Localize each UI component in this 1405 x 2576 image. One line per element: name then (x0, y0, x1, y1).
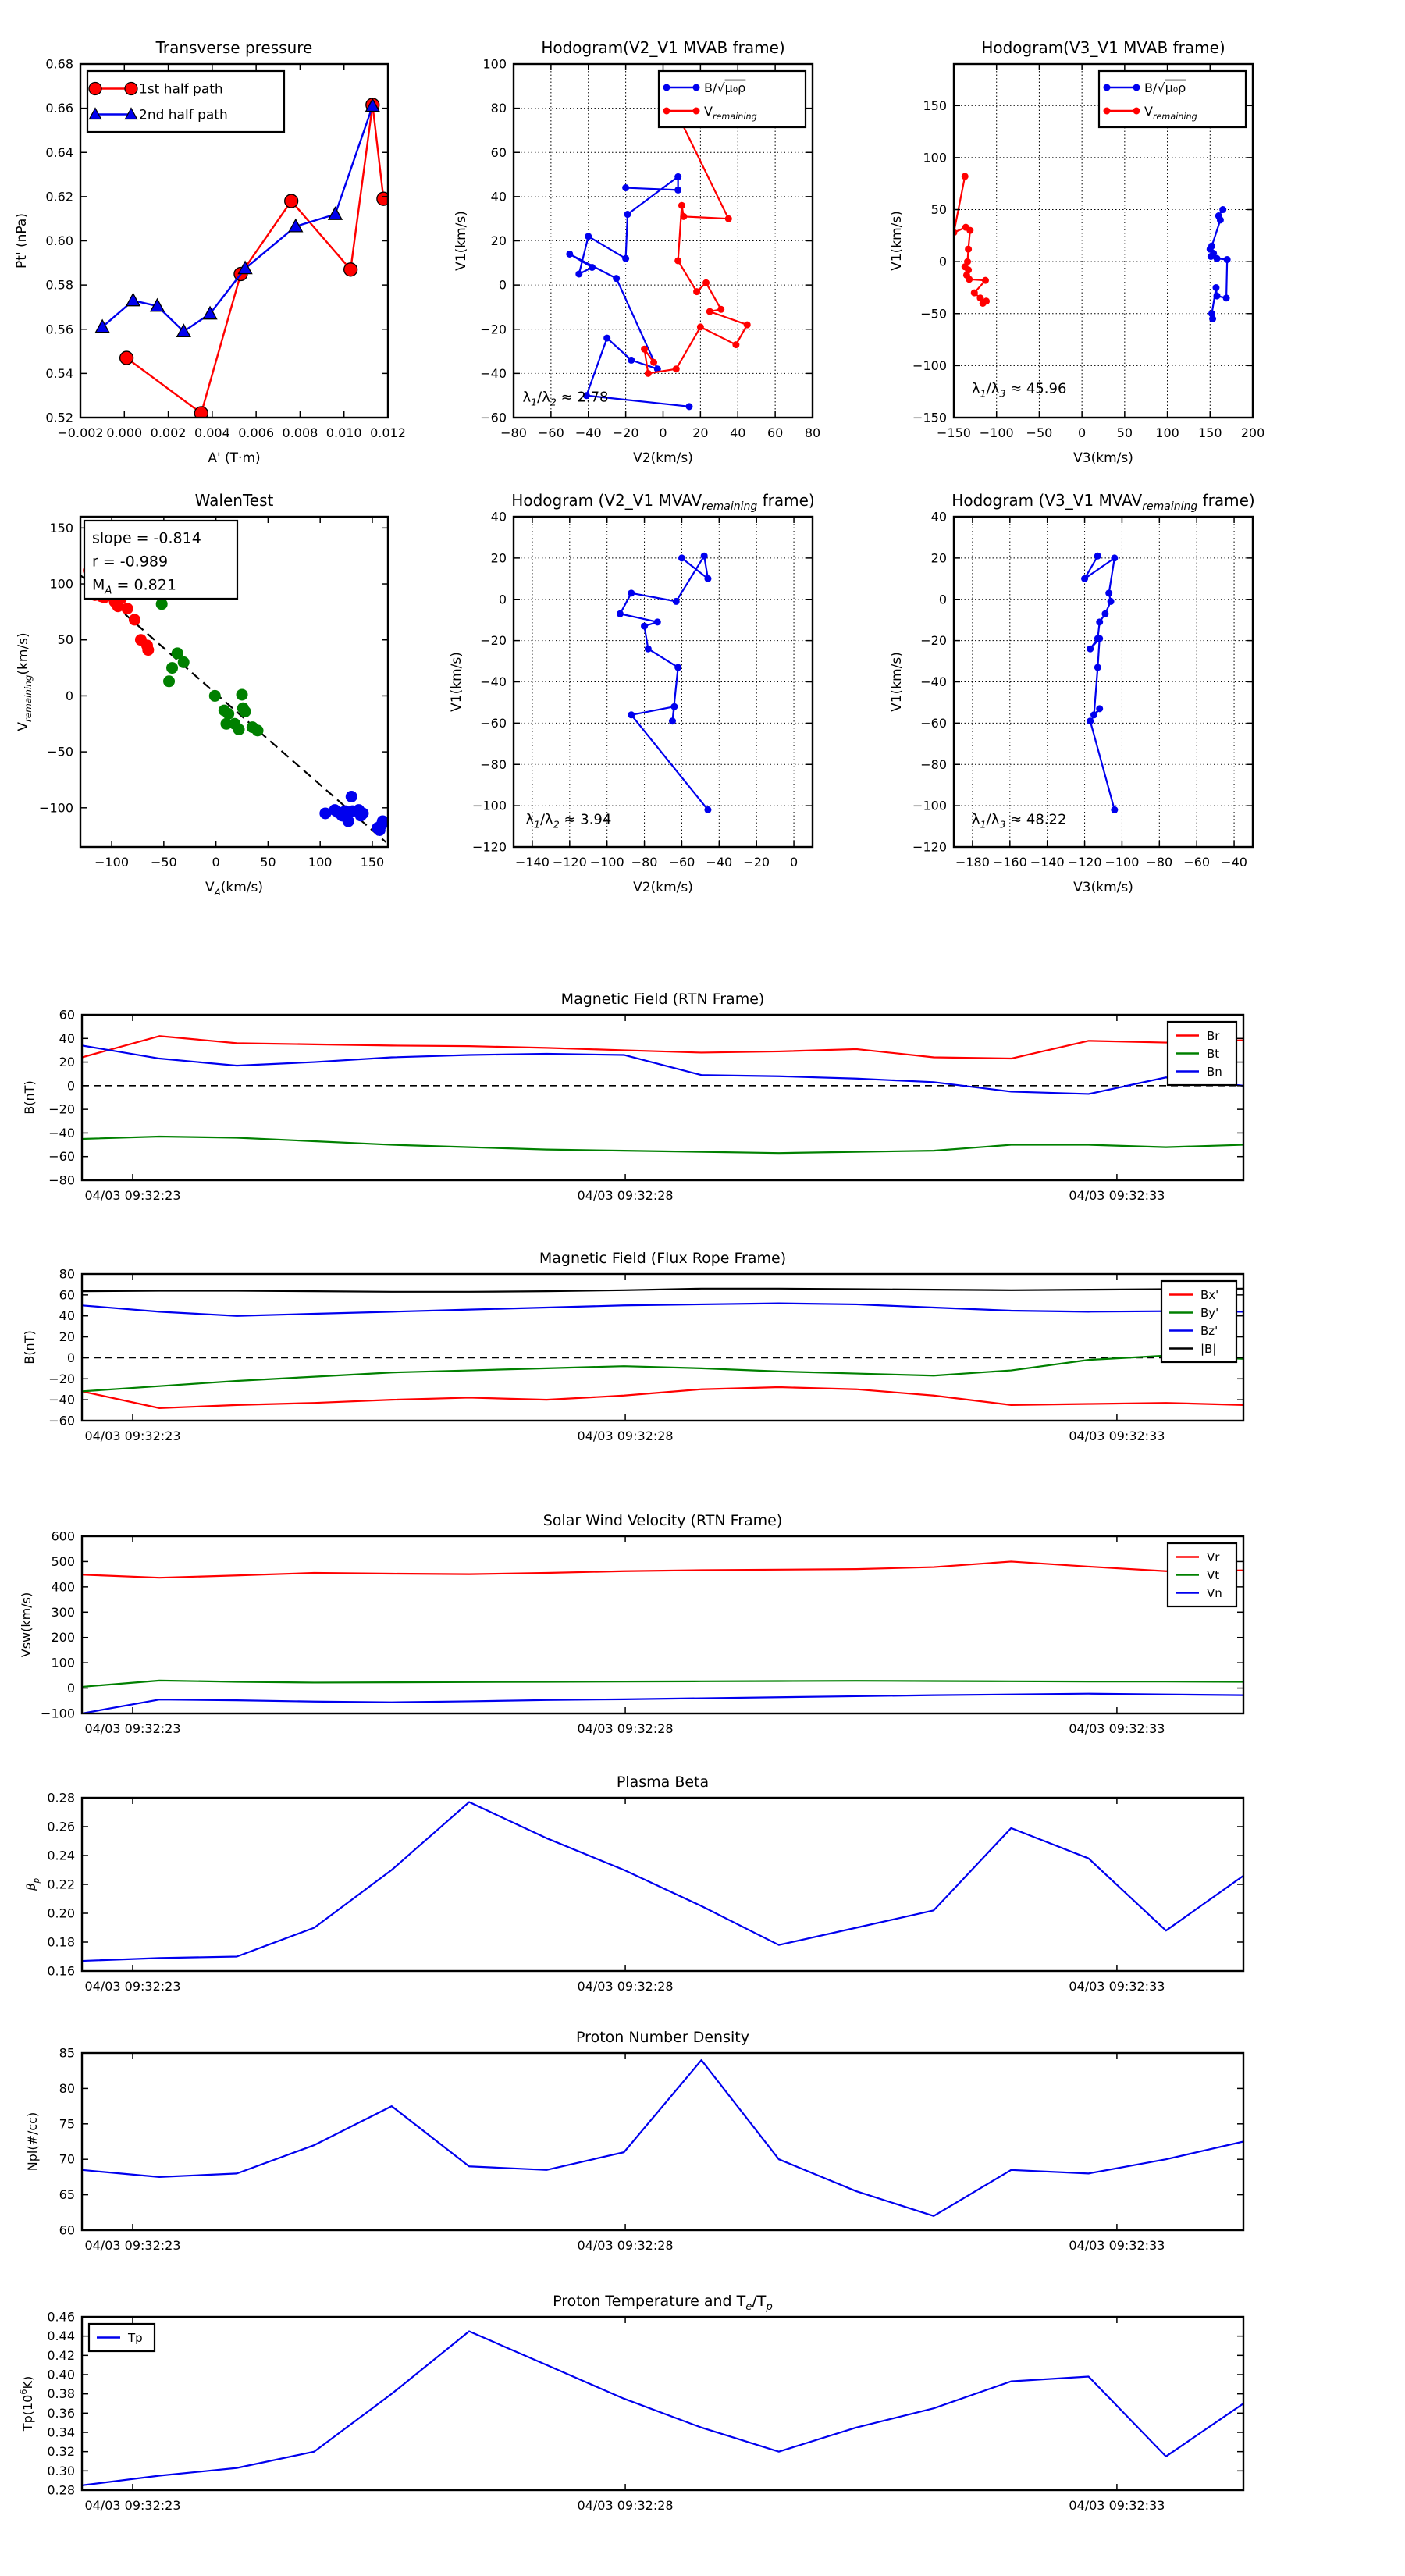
hodogram-v2v1-mvav-annotation: $\lambda_1/\lambda_2 \approx 3.94$ (525, 811, 612, 831)
hodogram-v2v1-mvav-y-tick-label: 40 (490, 509, 507, 525)
proton-density-y-tick-label: 70 (59, 2151, 75, 2167)
plot-mag-fluxrope (22, 1250, 1243, 1443)
transverse-pressure-y-tick-label: 0.52 (45, 410, 73, 425)
proton-density-axes-frame (82, 2053, 1243, 2230)
proton-temp-y-tick-label: 0.28 (47, 2482, 75, 2498)
hodogram-v2v1-mvav-series-V-remaining-hodogram (617, 553, 712, 813)
hodogram-v3v1-mvav-y-tick-label: −20 (920, 633, 947, 649)
walen-test-x-tick-label: 0 (212, 855, 220, 870)
plasma-beta-y-tick-label: 0.22 (47, 1877, 75, 1892)
mag-rtn-x-tick-label: 04/03 09:32:28 (577, 1188, 674, 1203)
mag-fluxrope-series-|B| (82, 1289, 1243, 1292)
hodogram-v2v1-mvab-series-V-remaining (641, 100, 751, 376)
vsw-rtn-x-tick-label: 04/03 09:32:23 (84, 1721, 181, 1736)
hodogram-v2v1-mvab-x-tick-label: 0 (659, 425, 667, 440)
transverse-pressure-x-tick-label: 0.002 (150, 425, 187, 440)
hodogram-v3v1-mvab-title: Hodogram(V3_V1 MVAB frame) (981, 38, 1225, 57)
hodogram-v3v1-mvav-x-tick-label: −140 (1030, 855, 1065, 870)
proton-density-y-tick-label: 60 (59, 2222, 75, 2238)
vsw-rtn-y-tick-label: 400 (51, 1579, 75, 1595)
hodogram-v2v1-mvab-title: Hodogram(V2_V1 MVAB frame) (541, 38, 785, 57)
plasma-beta-y-tick-label: 0.16 (47, 1963, 75, 1979)
hodogram-v3v1-mvav-title: Hodogram (V3_V1 $MVAV_{remaining}$ frame) (951, 491, 1255, 513)
hodogram-v3v1-mvav-x-tick-label: −60 (1183, 855, 1211, 870)
hodogram-v3v1-mvab-x-tick-label: 100 (1155, 425, 1179, 440)
mag-fluxrope-x-tick-label: 04/03 09:32:28 (577, 1429, 674, 1443)
hodogram-v3v1-mvab-x-tick-label: 50 (1116, 425, 1133, 440)
transverse-pressure-y-tick-label: 0.62 (45, 189, 73, 205)
vsw-rtn-y-tick-label: 600 (51, 1528, 75, 1544)
transverse-pressure-x-tick-label: 0.004 (194, 425, 230, 440)
mag-fluxrope-legend-label: Bx' (1200, 1287, 1219, 1302)
proton-temp-x-axis (84, 2317, 1165, 2513)
walen-test-x-tick-label: 100 (308, 855, 333, 870)
hodogram-v3v1-mvav-y-tick-label: −60 (920, 715, 947, 731)
mag-fluxrope-axes-frame (82, 1274, 1243, 1421)
vsw-rtn-y-axis (41, 1529, 1243, 1721)
transverse-pressure-legend (87, 71, 284, 132)
vsw-rtn-y-tick-label: −100 (41, 1706, 75, 1721)
hodogram-v3v1-mvab-y-tick-label: 150 (923, 98, 947, 113)
vsw-rtn-series-Vn (82, 1694, 1243, 1713)
vsw-rtn-x-axis (84, 1536, 1165, 1736)
proton-temp-y-tick-label: 0.42 (47, 2347, 75, 2363)
walen-test-y-tick-label: −50 (47, 744, 73, 760)
mag-rtn-y-tick-label: 20 (59, 1055, 75, 1070)
walen-test-infobox (84, 521, 237, 599)
proton-density-y-tick-label: 75 (59, 2116, 75, 2132)
transverse-pressure-x-tick-label: 0.000 (106, 425, 143, 440)
transverse-pressure-x-tick-label: 0.008 (282, 425, 318, 440)
hodogram-v2v1-mvab-y-tick-label: −40 (480, 365, 507, 381)
transverse-pressure-y-label: Pt' (nPa) (14, 213, 30, 269)
hodogram-v3v1-mvav-x-tick-label: −180 (955, 855, 990, 870)
walen-test-y-tick-label: 50 (57, 632, 73, 648)
proton-density-x-tick-label: 04/03 09:32:23 (84, 2238, 181, 2253)
hodogram-v2v1-mvab-y-tick-label: 40 (490, 189, 507, 205)
plasma-beta-y-axis (47, 1791, 1243, 1979)
proton-density-y-label: Npl(#/cc) (25, 2112, 40, 2172)
hodogram-v2v1-mvav-x-tick-label: −60 (668, 855, 695, 870)
hodogram-v2v1-mvav-x-tick-label: −40 (706, 855, 733, 870)
hodogram-v2v1-mvav-y-tick-label: −80 (480, 756, 507, 772)
plot-transverse-pressure (14, 38, 406, 466)
transverse-pressure-series-2nd half path (96, 99, 379, 337)
mag-fluxrope-y-tick-label: −20 (48, 1371, 75, 1386)
plasma-beta-y-tick-label: 0.26 (47, 1819, 75, 1834)
mag-fluxrope-title: Magnetic Field (Flux Rope Frame) (539, 1250, 787, 1267)
hodogram-v2v1-mvav-y-axis (472, 510, 813, 855)
transverse-pressure-x-tick-label: −0.002 (57, 425, 104, 440)
proton-temp-y-label: $Tp(10^6K)$ (19, 2375, 35, 2432)
hodogram-v3v1-mvav-y-axis (912, 510, 1253, 855)
plasma-beta-x-tick-label: 04/03 09:32:33 (1069, 1979, 1165, 1994)
transverse-pressure-legend-label: 2nd half path (139, 107, 228, 123)
hodogram-v2v1-mvav-y-tick-label: −40 (480, 674, 507, 689)
hodogram-v2v1-mvav-title: Hodogram (V2_V1 $MVAV_{remaining}$ frame) (511, 491, 815, 513)
hodogram-v2v1-mvab-series-B-alfven (566, 173, 692, 410)
hodogram-v2v1-mvab-legend (659, 71, 806, 127)
proton-temp-x-tick-label: 04/03 09:32:28 (577, 2498, 674, 2513)
hodogram-v3v1-mvab-x-tick-label: 150 (1198, 425, 1222, 440)
transverse-pressure-y-tick-label: 0.66 (45, 101, 73, 116)
proton-density-x-axis (84, 2053, 1165, 2253)
plots-root (14, 38, 1264, 2513)
mag-rtn-x-tick-label: 04/03 09:32:23 (84, 1188, 181, 1203)
proton-temp-y-tick-label: 0.46 (47, 2309, 75, 2325)
proton-temp-y-tick-label: 0.36 (47, 2405, 75, 2421)
vsw-rtn-legend (1168, 1543, 1236, 1606)
proton-density-series-Npl (82, 2060, 1243, 2216)
hodogram-v3v1-mvab-x-tick-label: −50 (1026, 425, 1053, 440)
vsw-rtn-x-tick-label: 04/03 09:32:33 (1069, 1721, 1165, 1736)
plasma-beta-series-beta-p (82, 1802, 1243, 1962)
hodogram-v2v1-mvab-x-tick-label: −40 (574, 425, 602, 440)
hodogram-v2v1-mvab-x-label: V2(km/s) (633, 450, 693, 466)
transverse-pressure-y-tick-label: 0.54 (45, 365, 73, 381)
mag-rtn-title: Magnetic Field (RTN Frame) (560, 991, 765, 1008)
hodogram-v2v1-mvab-y-tick-label: −60 (480, 410, 507, 425)
mag-rtn-legend-label: Br (1207, 1028, 1220, 1043)
plasma-beta-y-label: $\beta_p$ (24, 1877, 41, 1891)
mag-rtn-y-tick-label: 60 (59, 1007, 75, 1023)
hodogram-v2v1-mvab-x-tick-label: 20 (692, 425, 709, 440)
hodogram-v2v1-mvav-x-tick-label: −80 (631, 855, 658, 870)
transverse-pressure-y-tick-label: 0.60 (45, 233, 73, 248)
hodogram-v2v1-mvab-y-tick-label: 60 (490, 144, 507, 160)
plasma-beta-x-axis (84, 1798, 1165, 1994)
plot-hodogram-v2v1-mvab (454, 38, 820, 466)
walen-test-x-tick-label: −50 (150, 855, 177, 870)
hodogram-v2v1-mvav-x-axis (515, 517, 798, 870)
plasma-beta-title: Plasma Beta (616, 1774, 710, 1791)
hodogram-v2v1-mvav-y-tick-label: −60 (480, 715, 507, 731)
hodogram-v2v1-mvab-y-tick-label: 80 (490, 101, 507, 116)
vsw-rtn-y-tick-label: 100 (51, 1655, 75, 1670)
hodogram-v2v1-mvab-legend-label: $V_{remaining}$ (704, 103, 757, 122)
walen-test-y-tick-label: 150 (49, 520, 73, 535)
walen-test-series-fit-line (80, 575, 386, 842)
walen-test-infobox-line: slope = -0.814 (92, 529, 201, 547)
hodogram-v3v1-mvab-y-tick-label: 0 (938, 254, 947, 269)
vsw-rtn-legend-label: Vt (1207, 1567, 1220, 1582)
hodogram-v2v1-mvab-y-tick-label: 100 (482, 56, 507, 72)
hodogram-v3v1-mvab-y-tick-label: 50 (930, 202, 947, 218)
transverse-pressure-y-tick-label: 0.58 (45, 277, 73, 293)
mag-rtn-y-tick-label: 0 (66, 1078, 75, 1094)
hodogram-v3v1-mvab-y-tick-label: −100 (912, 358, 947, 373)
mag-rtn-series-Bt (82, 1137, 1243, 1153)
hodogram-v2v1-mvav-y-tick-label: 20 (490, 550, 507, 566)
plot-hodogram-v3v1-mvav (889, 491, 1255, 895)
mag-fluxrope-series-By' (82, 1356, 1243, 1392)
transverse-pressure-y-tick-label: 0.56 (45, 322, 73, 337)
proton-temp-y-tick-label: 0.32 (47, 2444, 75, 2460)
plasma-beta-y-tick-label: 0.24 (47, 1848, 75, 1863)
hodogram-v2v1-mvab-y-tick-label: −20 (480, 322, 507, 337)
hodogram-v2v1-mvav-y-tick-label: 0 (498, 592, 507, 607)
hodogram-v2v1-mvav-x-tick-label: −20 (743, 855, 770, 870)
hodogram-v3v1-mvav-y-tick-label: 0 (938, 592, 947, 607)
hodogram-v2v1-mvav-x-label: V2(km/s) (633, 880, 693, 895)
hodogram-v3v1-mvav-y-label: V1(km/s) (889, 652, 905, 712)
hodogram-v2v1-mvab-y-tick-label: 20 (490, 233, 507, 248)
mag-fluxrope-y-label: B(nT) (22, 1330, 37, 1364)
hodogram-v3v1-mvab-y-label: V1(km/s) (889, 211, 905, 271)
proton-temp-series-Tp (82, 2332, 1243, 2485)
hodogram-v3v1-mvab-annotation: $\lambda_1/\lambda_3 \approx 45.96$ (971, 380, 1067, 400)
proton-temp-x-tick-label: 04/03 09:32:33 (1069, 2498, 1165, 2513)
hodogram-v2v1-mvav-x-tick-label: −140 (514, 855, 550, 870)
mag-fluxrope-x-axis (84, 1274, 1165, 1443)
mag-fluxrope-legend (1161, 1281, 1236, 1362)
hodogram-v3v1-mvav-y-tick-label: 40 (930, 509, 947, 525)
plot-proton-density (25, 2029, 1243, 2253)
walen-test-y-tick-label: −100 (39, 800, 73, 816)
hodogram-v2v1-mvav-x-tick-label: 0 (789, 855, 799, 870)
plot-proton-temp (19, 2293, 1243, 2513)
vsw-rtn-x-tick-label: 04/03 09:32:28 (577, 1721, 674, 1736)
plot-walen-test (16, 491, 389, 898)
hodogram-v3v1-mvav-x-tick-label: −80 (1146, 855, 1173, 870)
plot-hodogram-v2v1-mvav (449, 491, 815, 895)
hodogram-v2v1-mvab-x-tick-label: 80 (804, 425, 821, 440)
hodogram-v3v1-mvav-y-tick-label: −40 (920, 674, 947, 689)
hodogram-v3v1-mvab-legend-label: $V_{remaining}$ (1144, 103, 1197, 122)
hodogram-v2v1-mvav-y-tick-label: −20 (480, 633, 507, 649)
hodogram-v2v1-mvab-x-tick-label: −20 (612, 425, 639, 440)
mag-rtn-y-tick-label: −20 (48, 1101, 75, 1117)
mag-fluxrope-x-tick-label: 04/03 09:32:23 (84, 1429, 181, 1443)
proton-temp-y-tick-label: 0.44 (47, 2329, 75, 2344)
plasma-beta-y-tick-label: 0.18 (47, 1934, 75, 1950)
hodogram-v3v1-mvav-x-tick-label: −100 (1104, 855, 1140, 870)
mag-fluxrope-y-tick-label: 80 (59, 1266, 75, 1282)
hodogram-v2v1-mvav-y-label: V1(km/s) (449, 652, 464, 712)
vsw-rtn-series-Vr (82, 1561, 1243, 1578)
transverse-pressure-x-tick-label: 0.006 (238, 425, 275, 440)
mag-rtn-y-tick-label: −80 (48, 1172, 75, 1188)
hodogram-v3v1-mvav-x-tick-label: −120 (1067, 855, 1102, 870)
proton-temp-legend-label: Tp (128, 2330, 143, 2345)
vsw-rtn-title: Solar Wind Velocity (RTN Frame) (542, 1512, 783, 1529)
mag-fluxrope-legend-label: |B| (1200, 1341, 1217, 1356)
mag-rtn-y-tick-label: 40 (59, 1030, 75, 1046)
hodogram-v3v1-mvav-y-tick-label: −80 (920, 756, 947, 772)
hodogram-v3v1-mvab-x-label: V3(km/s) (1073, 450, 1133, 466)
mag-fluxrope-y-tick-label: 60 (59, 1287, 75, 1303)
walen-test-y-tick-label: 0 (65, 688, 73, 703)
plasma-beta-x-tick-label: 04/03 09:32:28 (577, 1979, 674, 1994)
vsw-rtn-legend-label: Vn (1207, 1585, 1222, 1600)
mag-rtn-legend (1168, 1022, 1236, 1085)
mag-rtn-y-tick-label: −60 (48, 1149, 75, 1165)
walen-test-x-tick-label: 50 (260, 855, 276, 870)
hodogram-v3v1-mvav-y-tick-label: −100 (912, 798, 947, 813)
hodogram-v2v1-mvab-y-label: V1(km/s) (454, 211, 469, 271)
walen-test-series-second-half (319, 791, 388, 836)
transverse-pressure-x-label: A' (T·m) (208, 450, 261, 466)
proton-density-y-tick-label: 85 (59, 2045, 75, 2061)
hodogram-v2v1-mvav-axes-frame (514, 517, 813, 847)
proton-density-x-tick-label: 04/03 09:32:28 (577, 2238, 674, 2253)
hodogram-v2v1-mvab-y-tick-label: 0 (498, 277, 507, 293)
mag-rtn-y-axis (48, 1008, 1243, 1188)
plasma-beta-y-tick-label: 0.20 (47, 1905, 75, 1921)
mag-fluxrope-x-tick-label: 04/03 09:32:33 (1069, 1429, 1165, 1443)
hodogram-v3v1-mvab-x-tick-label: 200 (1240, 425, 1265, 440)
hodogram-v2v1-mvav-x-tick-label: −120 (552, 855, 587, 870)
walen-test-title: WalenTest (194, 491, 274, 510)
transverse-pressure-y-tick-label: 0.68 (45, 56, 73, 72)
vsw-rtn-y-label: Vsw(km/s) (19, 1592, 34, 1658)
mag-fluxrope-series-Bz' (82, 1304, 1243, 1316)
hodogram-v2v1-mvab-x-tick-label: 40 (730, 425, 746, 440)
transverse-pressure-y-tick-label: 0.64 (45, 144, 73, 160)
proton-density-y-axis (59, 2046, 1243, 2238)
vsw-rtn-y-tick-label: 0 (66, 1681, 75, 1696)
mag-rtn-x-tick-label: 04/03 09:32:33 (1069, 1188, 1165, 1203)
hodogram-v3v1-mvab-y-axis (912, 98, 1253, 425)
mag-rtn-legend-label: Bn (1207, 1064, 1222, 1079)
mag-rtn-y-tick-label: −40 (48, 1125, 75, 1140)
vsw-rtn-y-tick-label: 500 (51, 1553, 75, 1569)
vsw-rtn-series-Vt (82, 1681, 1243, 1687)
proton-temp-title: Proton Temperature and $T_e/T_p$ (553, 2293, 773, 2313)
hodogram-v3v1-mvab-y-tick-label: −50 (920, 306, 947, 322)
mag-fluxrope-y-tick-label: 40 (59, 1308, 75, 1324)
hodogram-v3v1-mvab-y-tick-label: 100 (923, 150, 947, 165)
walen-test-series-middle (156, 598, 264, 736)
hodogram-v3v1-mvav-y-tick-label: −120 (912, 839, 947, 855)
mag-rtn-series-Bn (82, 1045, 1243, 1094)
hodogram-v3v1-mvab-legend (1099, 71, 1246, 127)
walen-test-x-label: $V_A(km/s)$ (205, 880, 264, 898)
hodogram-v3v1-mvab-x-tick-label: 0 (1078, 425, 1087, 440)
vsw-rtn-y-tick-label: 300 (51, 1604, 75, 1620)
vsw-rtn-legend-label: Vr (1207, 1550, 1220, 1564)
hodogram-v3v1-mvab-y-tick-label: −150 (912, 410, 947, 425)
mag-fluxrope-legend-label: Bz' (1200, 1323, 1218, 1338)
hodogram-v2v1-mvav-x-tick-label: −100 (589, 855, 624, 870)
hodogram-v3v1-mvav-series-V-remaining-hodogram (1081, 553, 1118, 813)
hodogram-v2v1-mvab-x-tick-label: −80 (500, 425, 527, 440)
walen-test-y-tick-label: 100 (49, 576, 73, 592)
proton-temp-x-tick-label: 04/03 09:32:23 (84, 2498, 181, 2513)
plot-mag-rtn (22, 991, 1243, 1203)
vsw-rtn-axes-frame (82, 1536, 1243, 1713)
hodogram-v3v1-mvab-x-tick-label: −150 (937, 425, 971, 440)
hodogram-v3v1-mvab-series-V-remaining (951, 173, 991, 307)
transverse-pressure-legend-label: 1st half path (139, 81, 223, 98)
hodogram-v2v1-mvav-y-tick-label: −120 (472, 839, 507, 855)
proton-density-y-tick-label: 80 (59, 2080, 75, 2096)
mag-fluxrope-y-tick-label: −60 (48, 1413, 75, 1429)
plasma-beta-axes-frame (82, 1798, 1243, 1971)
mag-fluxrope-legend-label: By' (1200, 1305, 1219, 1320)
mag-fluxrope-y-tick-label: 20 (59, 1329, 75, 1345)
transverse-pressure-x-tick-label: 0.010 (325, 425, 362, 440)
mag-rtn-axes-frame (82, 1015, 1243, 1180)
transverse-pressure-title: Transverse pressure (155, 38, 313, 57)
hodogram-v3v1-mvab-series-B-alfven (1207, 206, 1231, 322)
proton-temp-y-tick-label: 0.38 (47, 2386, 75, 2402)
transverse-pressure-x-tick-label: 0.012 (370, 425, 406, 440)
hodogram-v2v1-mvab-x-tick-label: −60 (537, 425, 564, 440)
hodogram-v3v1-mvav-annotation: $\lambda_1/\lambda_3 \approx 48.22$ (971, 811, 1067, 831)
hodogram-v3v1-mvav-x-label: V3(km/s) (1073, 880, 1133, 895)
walen-test-y-label: $V_{remaining}(km/s)$ (16, 632, 34, 731)
plot-hodogram-v3v1-mvab (889, 38, 1264, 466)
hodogram-v3v1-mvab-x-tick-label: −100 (979, 425, 1014, 440)
mag-fluxrope-y-tick-label: −40 (48, 1392, 75, 1407)
walen-test-x-tick-label: −100 (94, 855, 130, 870)
proton-density-x-tick-label: 04/03 09:32:33 (1069, 2238, 1165, 2253)
hodogram-v2v1-mvab-legend-label: B/√μ₀ρ (704, 80, 746, 95)
mag-rtn-y-label: B(nT) (22, 1080, 37, 1115)
proton-density-title: Proton Number Density (576, 2029, 749, 2046)
proton-temp-y-tick-label: 0.40 (47, 2367, 75, 2382)
hodogram-v2v1-mvav-y-tick-label: −100 (472, 798, 507, 813)
mag-fluxrope-y-tick-label: 0 (66, 1350, 75, 1365)
hodogram-v2v1-mvab-annotation: $\lambda_1/\lambda_2 \approx 2.78$ (522, 389, 609, 408)
hodogram-v3v1-mvav-x-tick-label: −160 (992, 855, 1027, 870)
mag-rtn-legend-label: Bt (1207, 1046, 1220, 1061)
mag-rtn-series-Br (82, 1036, 1243, 1059)
hodogram-v3v1-mvab-legend-label: B/√μ₀ρ (1144, 80, 1186, 95)
vsw-rtn-y-tick-label: 200 (51, 1630, 75, 1646)
walen-test-infobox-line: $M_A = 0.821$ (92, 576, 176, 597)
walen-test-infobox-line: r = -0.989 (92, 553, 169, 571)
proton-temp-y-tick-label: 0.30 (47, 2463, 75, 2478)
proton-temp-legend (89, 2324, 155, 2351)
mag-fluxrope-series-Bx' (82, 1387, 1243, 1408)
plot-plasma-beta (24, 1774, 1243, 1994)
plasma-beta-y-tick-label: 0.28 (47, 1790, 75, 1806)
plasma-beta-x-tick-label: 04/03 09:32:23 (84, 1979, 181, 1994)
walen-test-x-tick-label: 150 (360, 855, 385, 870)
hodogram-v2v1-mvab-x-tick-label: 60 (767, 425, 784, 440)
hodogram-v3v1-mvav-y-tick-label: 20 (930, 550, 947, 566)
proton-density-y-tick-label: 65 (59, 2187, 75, 2203)
proton-temp-y-tick-label: 0.34 (47, 2425, 75, 2440)
plot-vsw-rtn (19, 1512, 1243, 1736)
hodogram-v3v1-mvav-x-tick-label: −40 (1221, 855, 1247, 870)
